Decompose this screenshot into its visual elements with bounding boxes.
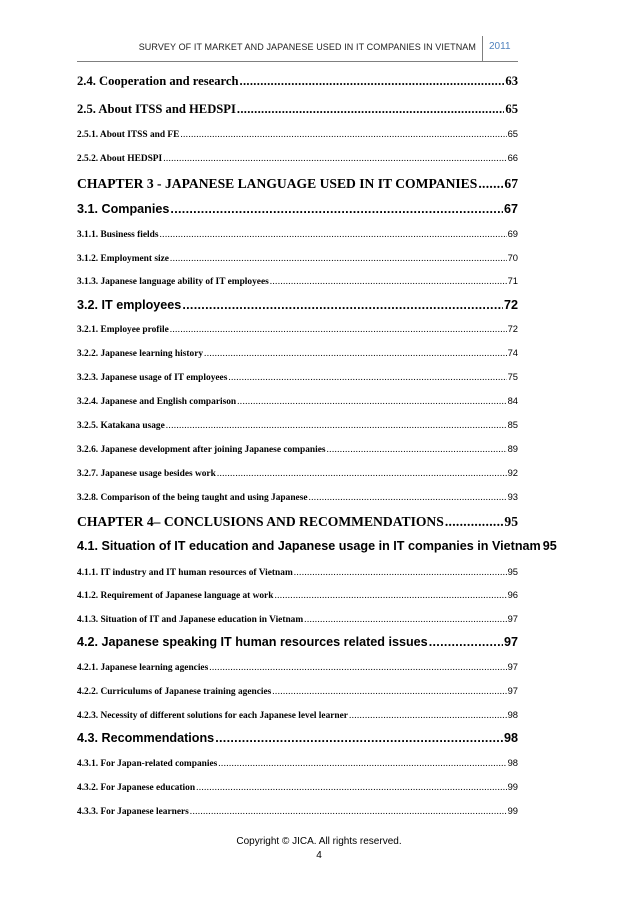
toc-entry-3-2-6[interactable]: 3.2.6. Japanese development after joining Japanese companies ..... 89 <box>77 443 518 455</box>
toc-entry-4-3-1[interactable]: 4.3.1. For Japan-related companies ..... 98 <box>77 757 518 769</box>
toc-entry-3-2-3[interactable]: 3.2.3. Japanese usage of IT employees ..... 75 <box>77 371 518 383</box>
toc-entry-4-3-2[interactable]: 4.3.2. For Japanese education ..... 99 <box>77 781 518 793</box>
toc-entry-3-1[interactable]: 3.1. Companies ..... 67 <box>77 202 518 216</box>
toc-entry-4-3-3[interactable]: 4.3.3. For Japanese learners ..... 99 <box>77 805 518 817</box>
toc-entry-3-2[interactable]: 3.2. IT employees ..... 72 <box>77 298 518 312</box>
footer-copyright: Copyright © JICA. All rights reserved. <box>236 836 402 847</box>
toc-entry-4-2-3[interactable]: 4.2.3. Necessity of different solutions for each Japanese level learner ..... 98 <box>77 709 518 721</box>
toc-entry-chapter-4[interactable]: CHAPTER 4– CONCLUSIONS AND RECOMMENDATIONS ..... 95 <box>77 514 518 530</box>
toc-entry-4-3[interactable]: 4.3. Recommendations ..... 98 <box>77 731 518 745</box>
footer-page-number: 4 <box>316 850 322 861</box>
toc-entry-4-2-1[interactable]: 4.2.1. Japanese learning agencies ..... 97 <box>77 661 518 673</box>
header-rule <box>77 61 518 62</box>
toc-entry-2-5-2[interactable]: 2.5.2. About HEDSPI ..... 66 <box>77 152 518 164</box>
toc-entry-4-1-2[interactable]: 4.1.2. Requirement of Japanese language at work ..... 96 <box>77 589 518 601</box>
toc-entry-chapter-3[interactable]: CHAPTER 3 - JAPANESE LANGUAGE USED IN IT COMPANIES ..... 67 <box>77 176 518 192</box>
toc-entry-3-1-2[interactable]: 3.1.2. Employment size ..... 70 <box>77 252 518 264</box>
toc-entry-3-1-3[interactable]: 3.1.3. Japanese language ability of IT employees ..... 71 <box>77 275 518 287</box>
toc-entry-3-2-1[interactable]: 3.2.1. Employee profile ..... 72 <box>77 323 518 335</box>
toc-entry-4-2-2[interactable]: 4.2.2. Curriculums of Japanese training agencies ..... 97 <box>77 685 518 697</box>
toc-entry-3-2-5[interactable]: 3.2.5. Katakana usage ..... 85 <box>77 419 518 431</box>
toc-entry-4-2[interactable]: 4.2. Japanese speaking IT human resources related issues ..... 97 <box>77 635 518 649</box>
toc-entry-2-4[interactable]: 2.4. Cooperation and research ..... 63 <box>77 74 518 89</box>
toc-entry-2-5[interactable]: 2.5. About ITSS and HEDSPI ..... 65 <box>77 102 518 117</box>
header-separator <box>482 36 483 62</box>
toc-entry-4-1[interactable]: 4.1. Situation of IT education and Japanese usage in IT companies in Vietnam 95 <box>77 539 557 553</box>
toc-entry-4-1-1[interactable]: 4.1.1. IT industry and IT human resources of Vietnam ..... 95 <box>77 566 518 578</box>
toc-entry-3-1-1[interactable]: 3.1.1. Business fields ..... 69 <box>77 228 518 240</box>
page-header <box>0 36 638 62</box>
toc-entry-4-1-3[interactable]: 4.1.3. Situation of IT and Japanese education in Vietnam ..... 97 <box>77 613 518 625</box>
header-year: 2011 <box>489 41 511 52</box>
toc-entry-3-2-2[interactable]: 3.2.2. Japanese learning history ..... 74 <box>77 347 518 359</box>
toc-entry-3-2-8[interactable]: 3.2.8. Comparison of the being taught and using Japanese ..... 93 <box>77 491 518 503</box>
toc-entry-3-2-7[interactable]: 3.2.7. Japanese usage besides work ..... 92 <box>77 467 518 479</box>
toc-entry-3-2-4[interactable]: 3.2.4. Japanese and English comparison ..... 84 <box>77 395 518 407</box>
toc-entry-2-5-1[interactable]: 2.5.1. About ITSS and FE ..... 65 <box>77 128 518 140</box>
header-title: SURVEY OF IT MARKET AND JAPANESE USED IN IT COMPANIES IN VIETNAM <box>138 42 476 52</box>
